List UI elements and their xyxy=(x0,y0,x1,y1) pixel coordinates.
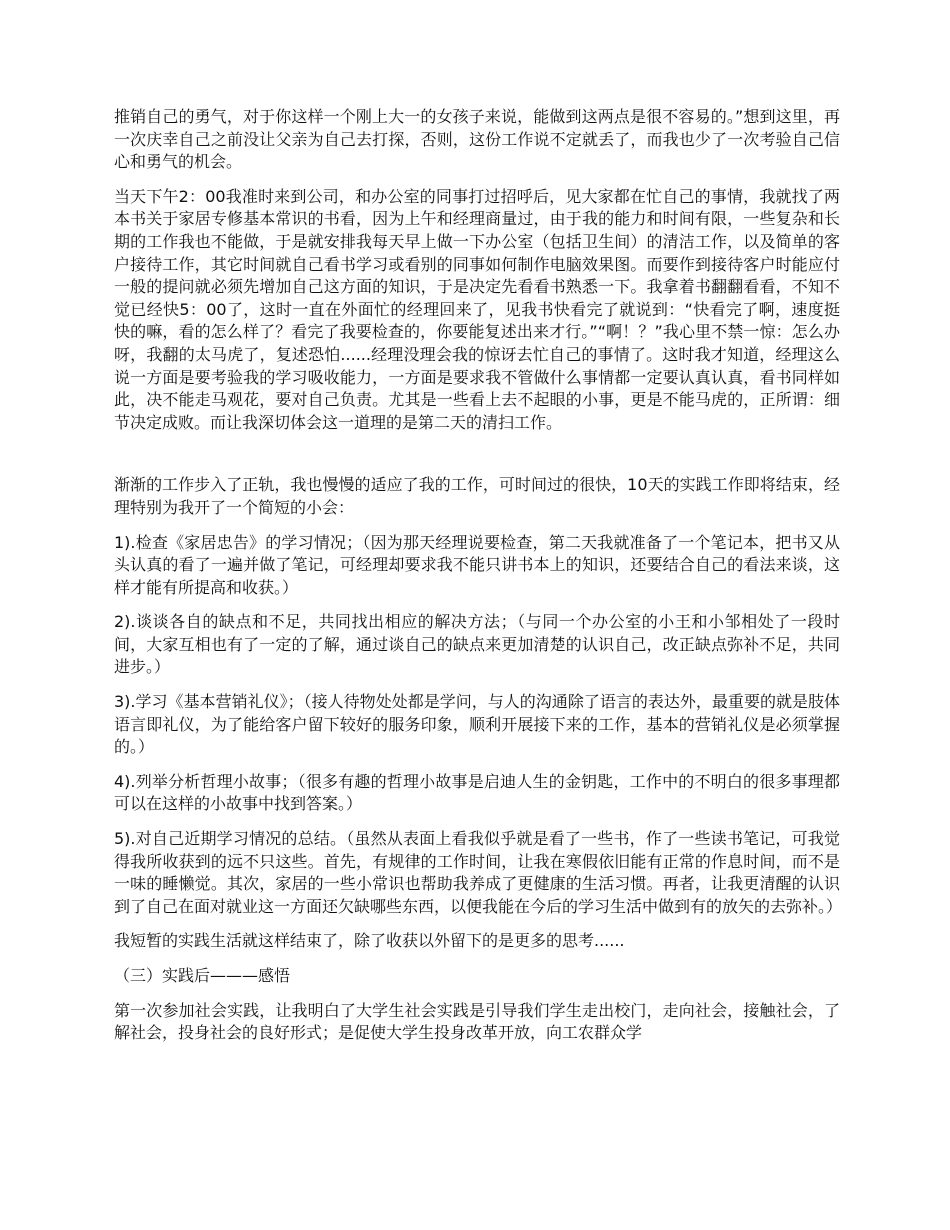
paragraph-reflection: 第一次参加社会实践，让我明白了大学生社会实践是引导我们学生走出校门，走向社会，接触社会，了解社会，投身社会的良好形式；是促使大学生投身改革开放，向工农群众学 xyxy=(114,1000,840,1043)
list-item-2: 2).谈谈各自的缺点和不足，共同找出相应的解决方法；（与同一个办公室的小王和小邹相处了一段时间，大家互相也有了一定的了解，通过谈自己的缺点来更加清楚的认识自己，改正缺点弥补不足，共同进步。） xyxy=(114,612,840,677)
list-item-3: 3).学习《基本营销礼仪》；（接人待物处处都是学问，与人的沟通除了语言的表达外，最重要的就是肢体语言即礼仪，为了能给客户留下较好的服务印象，顺利开展接下来的工作，基本的营销礼仪是必须掌握的。） xyxy=(114,692,840,757)
paragraph-2: 当天下午2：00我准时来到公司，和办公室的同事打过招呼后，见大家都在忙自己的事情，我就找了两本书关于家居专修基本常识的书看，因为上午和经理商量过，由于我的能力和时间有限，一些复杂和长期的工作我也不能做，于是就安排我每天早上做一下办公室（包括卫生间）的清洁工作，以及简单的客户接待工作，其它时间就自己看书学习或看别的同事如何制作电脑效果图。而要作到接待客户时能应付一般的提问就必须先增加自己这方面的知识，于是决定先看看书熟悉一下。我拿着书翻翻看看，不知不觉已经快5：00了，这时一直在外面忙的经理回来了，见我书快看完了就说到：“快看完了啊，速度挺快的嘛，看的怎么样了？看完了我要检查的，你要能复述出来才行。”“啊！？”我心里不禁一惊：怎么办呀，我翻的太马虎了，复述恐怕......经理没理会我的惊讶去忙自己的事情了。这时我才知道，经理这么说一方面是要考验我的学习吸收能力，一方面是要求我不管做什么事情都一定要认真认真，看书同样如此，决不能走马观花，要对自己负责。尤其是一些看上去不起眼的小事，更是不能马虎的，正所谓：细节决定成败。而让我深切体会这一道理的是第二天的清扫工作。 xyxy=(114,186,840,432)
list-item-1: 1).检查《家居忠告》的学习情况；（因为那天经理说要检查，第二天我就准备了一个笔记本，把书又从头认真的看了一遍并做了笔记，可经理却要求我不能只讲书本上的知识，还要结合自己的看法来谈，这样才能有所提高和收获。） xyxy=(114,532,840,597)
list-item-5: 5).对自己近期学习情况的总结。（虽然从表面上看我似乎就是看了一些书，作了一些读书笔记，可我觉得我所收获到的远不只这些。首先，有规律的工作时间，让我在寒假依旧能有正常的作息时间，而不是一味的睡懒觉。其次，家居的一些小常识也帮助我养成了更健康的生活习惯。再者，让我更清醒的认识到了自己在面对就业这一方面还欠缺哪些东西，以便我能在今后的学习生活中做到有的放矢的去弥补。） xyxy=(114,829,843,916)
paragraph-1: 推销自己的勇气，对于你这样一个刚上大一的女孩子来说，能做到这两点是很不容易的。”想到这里，再一次庆幸自己之前没让父亲为自己去打探，否则，这份工作说不定就丢了，而我也少了一次考验自己信心和勇气的机会。 xyxy=(114,107,840,172)
paragraph-3: 渐渐的工作步入了正轨，我也慢慢的适应了我的工作，可时间过的很快，10天的实践工作即将结束，经理特别为我开了一个简短的小会： xyxy=(114,475,840,517)
list-item-4: 4).列举分析哲理小故事；（很多有趣的哲理小故事是启迪人生的金钥匙，工作中的不明白的很多事理都可以在这样的小故事中找到答案。） xyxy=(114,771,840,814)
document-page xyxy=(114,106,843,1057)
section-heading: （三）实践后———感悟 xyxy=(114,966,291,985)
paragraph-summary: 我短暂的实践生活就这样结束了，除了收获以外留下的是更多的思考...... xyxy=(114,931,625,951)
